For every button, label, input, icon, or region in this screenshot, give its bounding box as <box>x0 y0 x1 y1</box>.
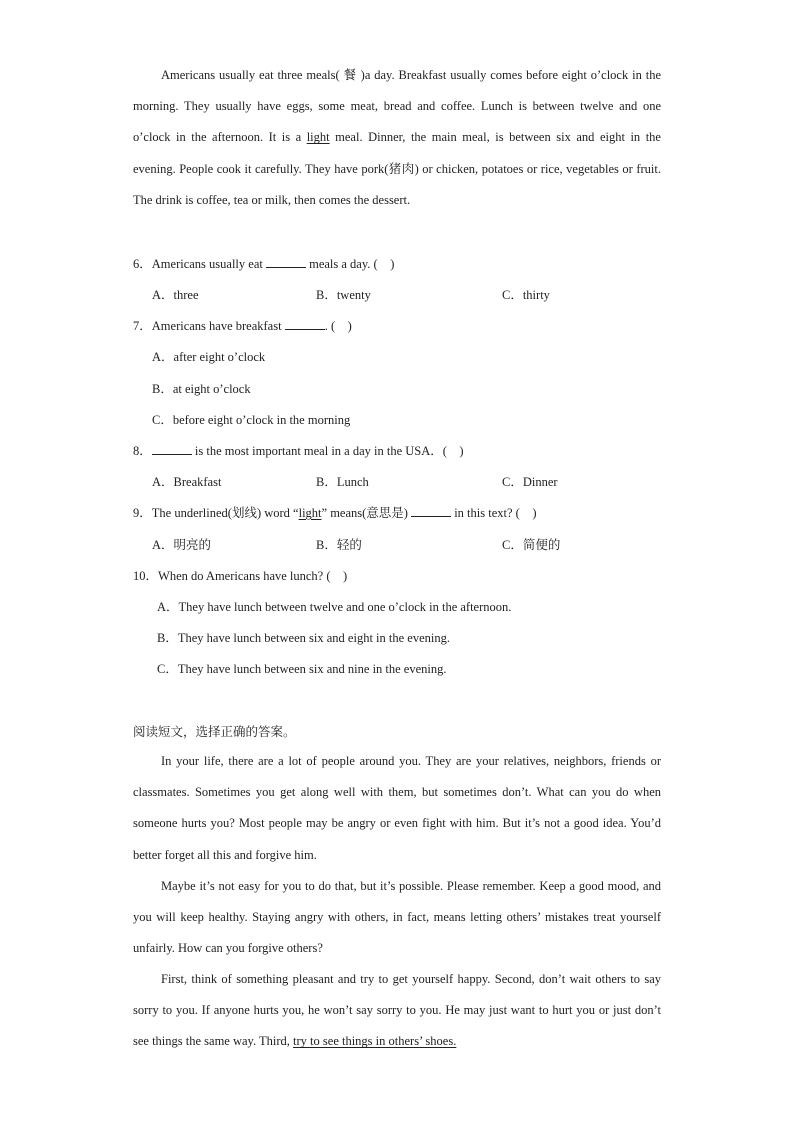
answer-blank <box>285 319 325 330</box>
question-7: 7．Americans have breakfast . ( ) <box>133 319 352 333</box>
q8-option-b: B．Lunch <box>316 475 369 489</box>
q9-option-c: C．简便的 <box>502 538 561 552</box>
passage-2-paragraph-1: In your life, there are a lot of people around you. They are your relatives, neighbors, friends or classmates. Sometimes you get along well with them, but sometimes don’t. What can you do when someone hurts you? Most people may be angry or even fight with him. But it’s not a good idea. You’d better forget all this and forgive him. <box>133 754 661 862</box>
q7-option-c: C．before eight o’clock in the morning <box>152 413 351 427</box>
answer-blank <box>411 506 451 517</box>
passage-1 <box>133 60 661 216</box>
question-10: 10．When do Americans have lunch? ( ) <box>133 569 348 583</box>
q10-option-b: B．They have lunch between six and eight in the evening. <box>157 631 450 645</box>
passage-2-paragraph-3: First, think of something pleasant and try to get yourself happy. Second, don’t wait others to say sorry to you. If anyone hurts you, he won’t say sorry to you. He may just want to hurt you or just don’t see things the same way. Third, try to see things in others’ shoes. <box>133 972 661 1049</box>
q10-option-c: C．They have lunch between six and nine in the evening. <box>157 662 447 676</box>
q6-option-b: B．twenty <box>316 288 371 302</box>
q10-option-a: A．They have lunch between twelve and one o’clock in the afternoon. <box>157 600 512 614</box>
q6-option-a: A．three <box>152 288 199 302</box>
answer-blank <box>266 257 306 268</box>
underlined-word-light: light <box>306 130 330 145</box>
question-6: 6．Americans usually eat meals a day. ( ) <box>133 257 395 271</box>
passage-1-text-b: meal. Dinner, the main meal, is between six and eight in the evening. People cook it carefully. They have pork(猪肉) or chicken, potatoes or rice, vegetables or fruit. The drink is coffee, tea or milk, then comes the dessert. <box>133 130 661 207</box>
passage-1-text-a: Americans usually eat three meals( 餐 )a day. Breakfast usually comes before eight o’clock in the morning. They usually have eggs, some meat, bread and coffee. Lunch is between twelve and one o’clock in the afternoon. It is a <box>133 68 661 145</box>
q6-option-c: C．thirty <box>502 288 550 302</box>
q8-option-a: A．Breakfast <box>152 475 222 489</box>
q7-option-a: A．after eight o’clock <box>152 350 266 364</box>
q9-option-a: A．明亮的 <box>152 538 212 552</box>
underlined-phrase: try to see things in others’ shoes. <box>293 1034 457 1049</box>
answer-blank <box>152 444 192 455</box>
q9-option-b: B．轻的 <box>316 538 362 552</box>
q7-option-b: B．at eight o’clock <box>152 382 251 396</box>
question-9: 9．The underlined(划线) word “light” means(意思是) in this text? ( ) <box>133 506 537 520</box>
question-8: 8． is the most important meal in a day in the USA．( ) <box>133 444 464 458</box>
passage-2-paragraph-2: Maybe it’s not easy for you to do that, but it’s possible. Please remember. Keep a good mood, and you will keep healthy. Staying angry with others, in fact, means letting others’ mistakes treat yourself unfairly. How can you forgive others? <box>133 879 661 956</box>
q8-option-c: C．Dinner <box>502 475 558 489</box>
section-heading: 阅读短文，选择正确的答案。 <box>133 725 296 739</box>
